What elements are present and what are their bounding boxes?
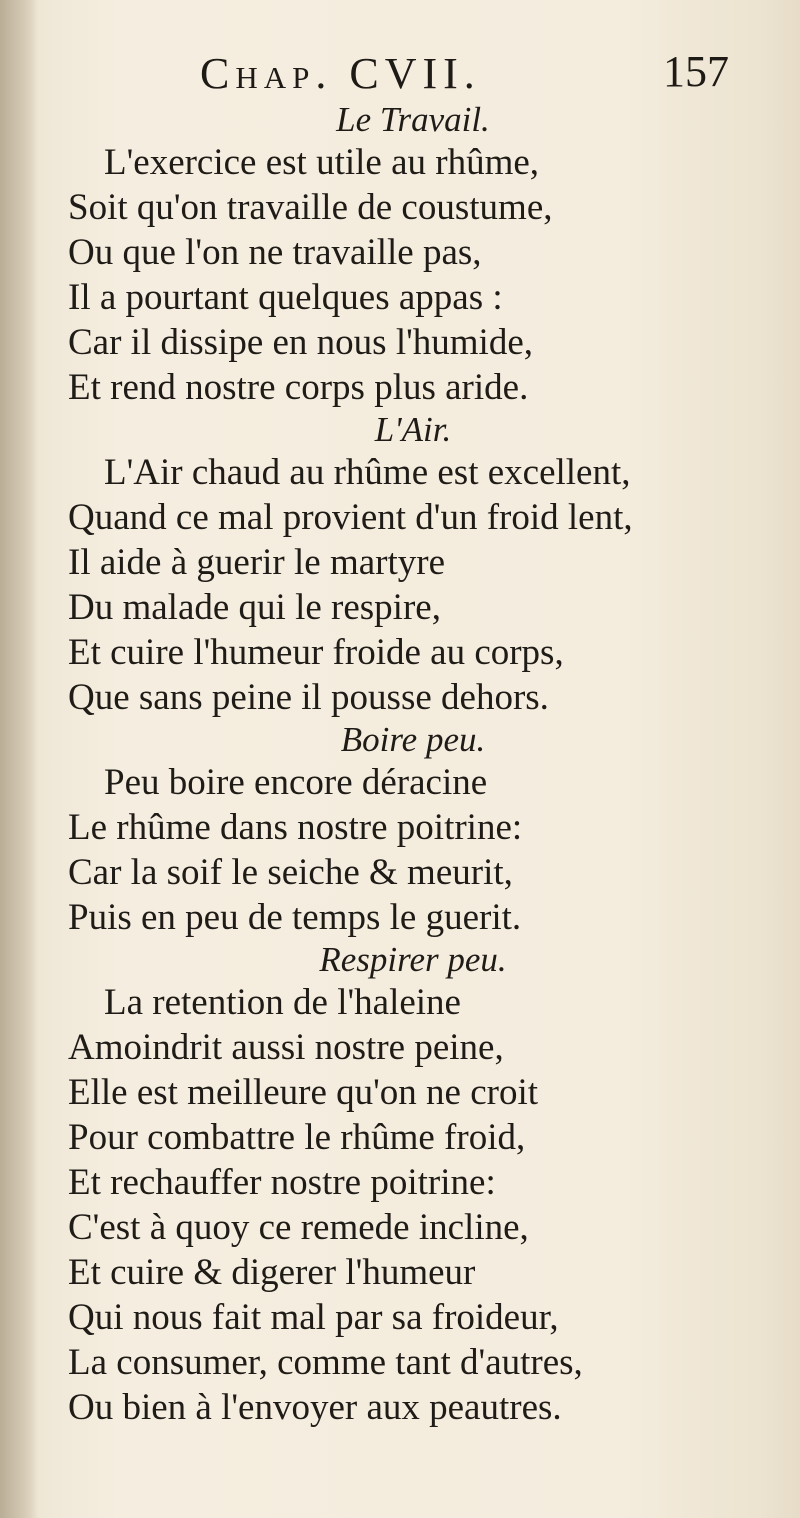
section-heading: Boire peu. bbox=[340, 720, 486, 759]
chapter-title: Chap. CVII. bbox=[200, 49, 481, 98]
verse-line: La consumer, comme tant d'autres, bbox=[68, 1342, 583, 1383]
verse-line: Pour combattre le rhûme froid, bbox=[68, 1117, 526, 1158]
verse-line: Le rhûme dans nostre poitrine: bbox=[68, 807, 523, 848]
page-binding-shadow bbox=[0, 0, 38, 1518]
page-number: 157 bbox=[663, 47, 729, 96]
verse-line: La retention de l'haleine bbox=[104, 982, 461, 1023]
verse-line: Ou que l'on ne travaille pas, bbox=[68, 232, 482, 273]
verse-line: Il aide à guerir le martyre bbox=[68, 542, 445, 583]
section-heading: L'Air. bbox=[374, 410, 452, 449]
verse-line: Et rechauffer nostre poitrine: bbox=[68, 1162, 496, 1203]
verse-line: Du malade qui le respire, bbox=[68, 587, 441, 628]
verse-line: Puis en peu de temps le guerit. bbox=[68, 897, 522, 938]
poem-text bbox=[68, 100, 758, 1430]
verse-line: C'est à quoy ce remede incline, bbox=[68, 1207, 529, 1248]
verse-line: Ou bien à l'envoyer aux peautres. bbox=[68, 1387, 562, 1428]
verse-line: Car il dissipe en nous l'humide, bbox=[68, 322, 534, 363]
verse-line: Et cuire l'humeur froide au corps, bbox=[68, 632, 564, 673]
verse-line: Elle est meilleure qu'on ne croit bbox=[68, 1072, 539, 1113]
verse-line: Et rend nostre corps plus aride. bbox=[68, 367, 529, 408]
verse-line: Car la soif le seiche & meurit, bbox=[68, 852, 513, 893]
verse-line: Et cuire & digerer l'humeur bbox=[68, 1252, 476, 1293]
section-heading: Respirer peu. bbox=[319, 940, 507, 979]
verse-line: Quand ce mal provient d'un froid lent, bbox=[68, 497, 633, 538]
verse-line: Que sans peine il pousse dehors. bbox=[68, 677, 549, 718]
verse-line: L'Air chaud au rhûme est excellent, bbox=[104, 452, 631, 493]
verse-line: Soit qu'on travaille de coustume, bbox=[68, 187, 553, 228]
verse-line: Il a pourtant quelques appas : bbox=[68, 277, 503, 318]
section-heading: Le Travail. bbox=[336, 100, 490, 139]
verse-line: Qui nous fait mal par sa froideur, bbox=[68, 1297, 559, 1338]
verse-line: Amoindrit aussi nostre peine, bbox=[68, 1027, 504, 1068]
verse-line: Peu boire encore déracine bbox=[104, 762, 488, 803]
verse-line: L'exercice est utile au rhûme, bbox=[104, 142, 540, 183]
page-header bbox=[0, 38, 800, 108]
